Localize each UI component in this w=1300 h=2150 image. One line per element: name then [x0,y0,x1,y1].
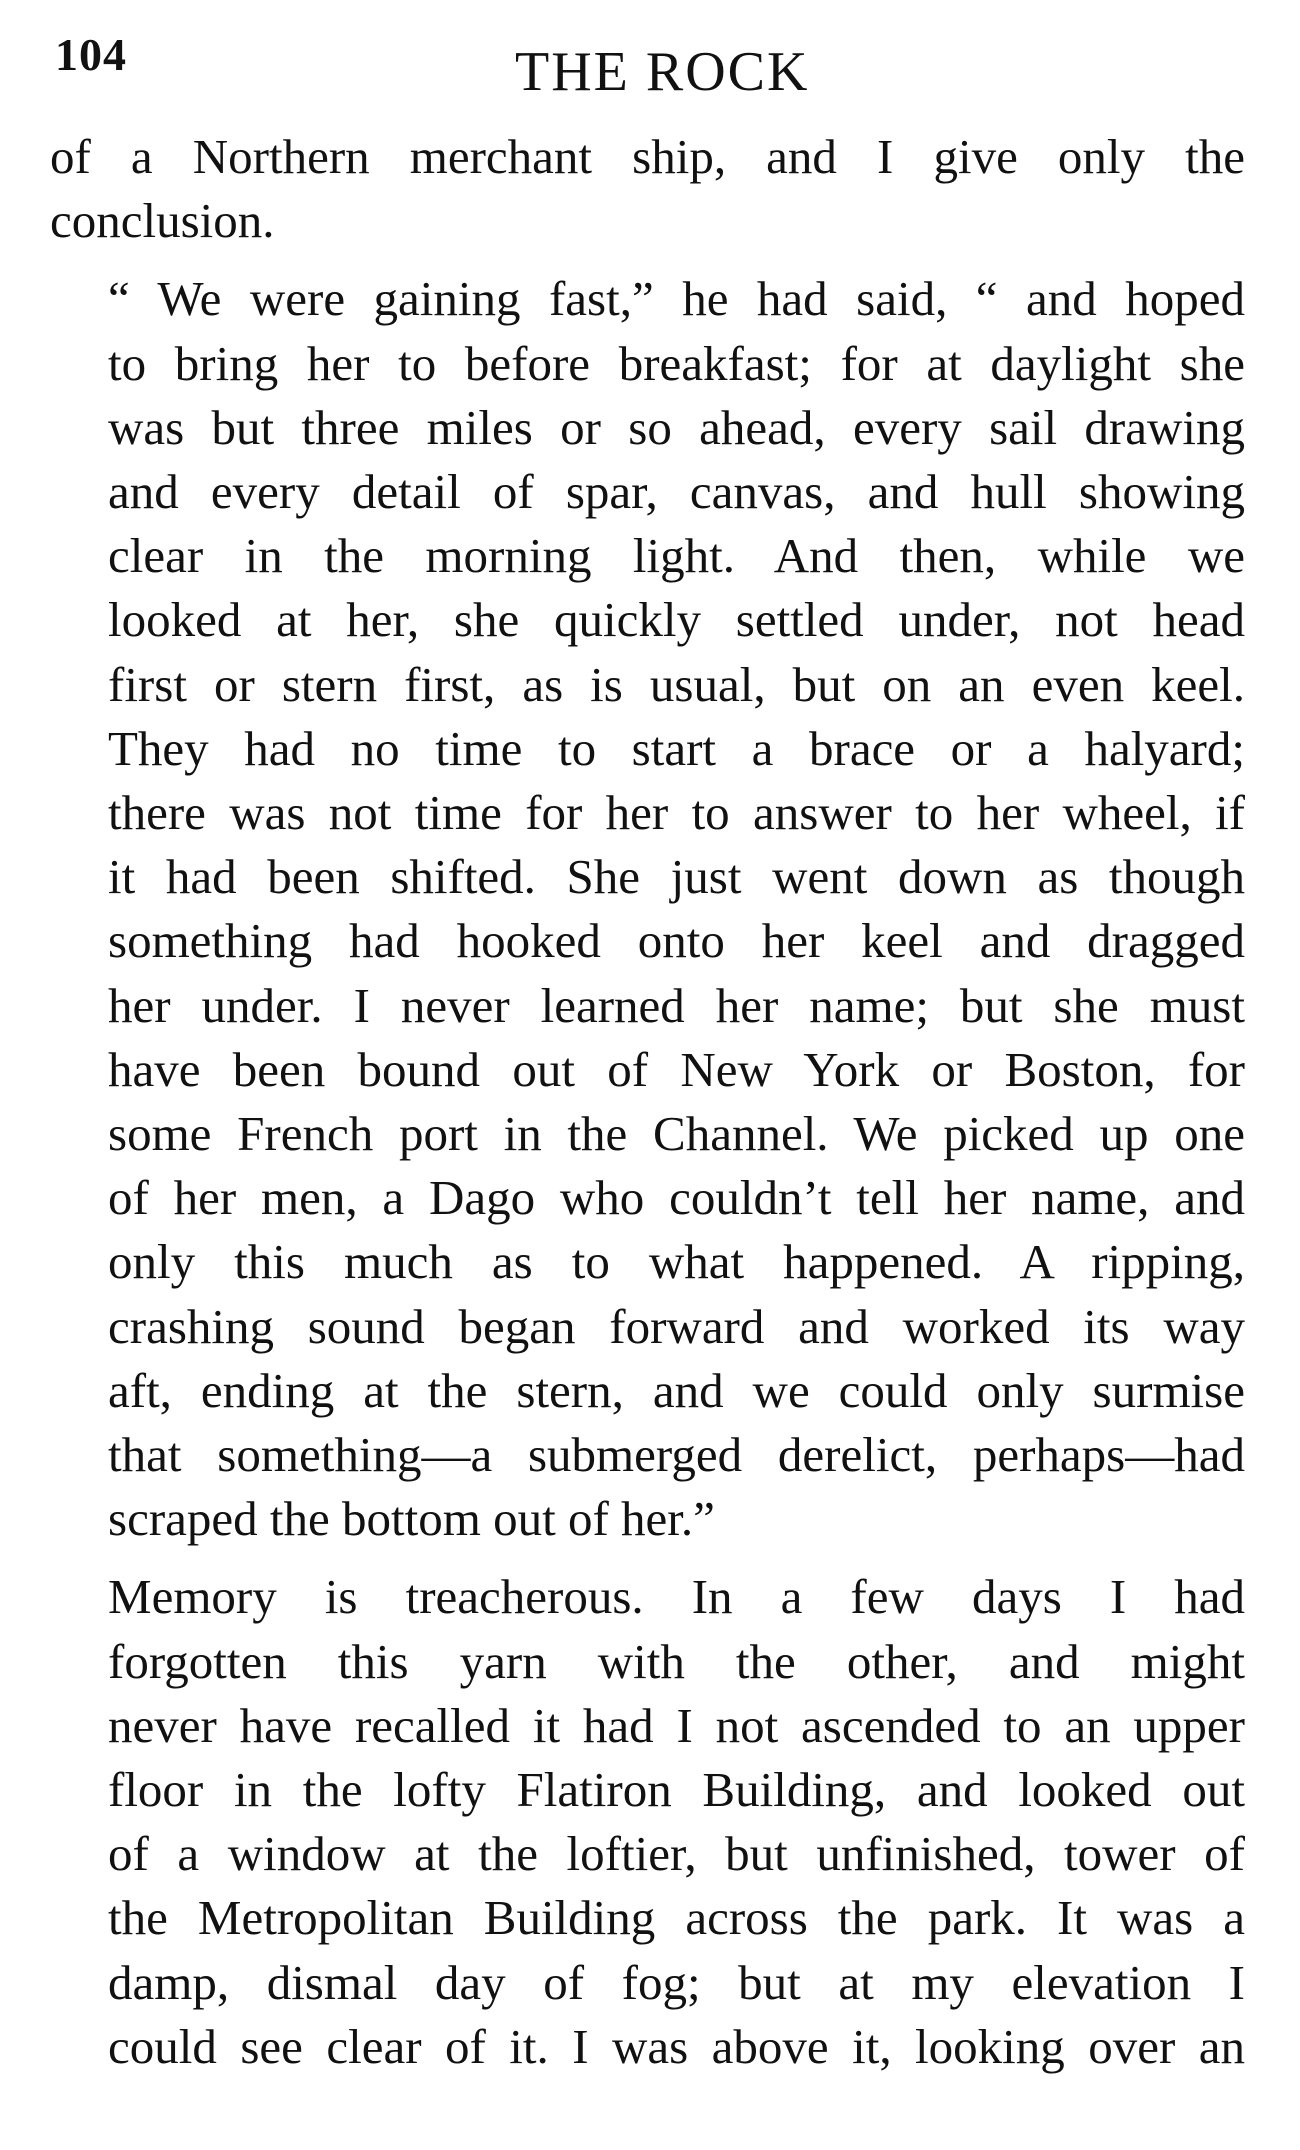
running-head: THE ROCK [515,41,810,103]
page-header [55,28,1245,108]
text-line: forgotten this yarn with the other, and might [108,1633,1245,1689]
text-line: aft, ending at the stern, and we could only surmise [108,1362,1245,1418]
page-number: 104 [55,29,127,80]
text-line: They had no time to start a brace or a halyard; [108,720,1245,776]
text-line: of her men, a Dago who couldn’t tell her name, and [108,1170,1245,1226]
paragraph-continuation [50,125,1245,253]
text-line: “ We were gaining fast,” he had said, “ and hoped [108,271,1245,327]
text-line: scraped the bottom out of her.” [108,1491,715,1547]
body-text [50,125,1245,2079]
text-line: something had hooked onto her keel and dragged [108,913,1245,969]
text-line: looked at her, she quickly settled under, not head [108,592,1245,648]
text-line: to bring her to before breakfast; for at daylight she [108,335,1245,391]
text-line: and every detail of spar, canvas, and hull showing [108,464,1245,520]
paragraph-memory [50,1565,1245,2079]
text-line: there was not time for her to answer to her wheel, if [108,785,1245,841]
text-line: her under. I never learned her name; but she must [108,977,1245,1033]
text-line: Memory is treacherous. In a few days I had [108,1569,1245,1625]
text-line: first or stern first, as is usual, but on an even keel. [108,656,1245,712]
text-line: the Metropolitan Building across the park. It was a [108,1890,1245,1946]
text-line: of a Northern merchant ship, and I give only the [50,129,1245,184]
text-line: was but three miles or so ahead, every sail drawing [108,399,1245,455]
text-line: of a window at the loftier, but unfinished, tower of [108,1826,1245,1882]
text-line: that something—a submerged derelict, perhaps—had [108,1427,1245,1483]
text-line: crashing sound began forward and worked its way [108,1298,1245,1354]
text-line: only this much as to what happened. A ripping, [108,1234,1245,1290]
text-line: clear in the morning light. And then, while we [108,528,1245,584]
text-line: never have recalled it had I not ascended to an upper [108,1697,1245,1753]
text-line: conclusion. [50,193,275,249]
text-line: could see clear of it. I was above it, looking over an [108,2018,1245,2074]
text-line: it had been shifted. She just went down as though [108,849,1245,905]
text-line: damp, dismal day of fog; but at my elevation I [108,1954,1245,2010]
text-line: have been bound out of New York or Boston, for [108,1041,1245,1097]
paragraph-quote [50,267,1245,1551]
text-line: floor in the lofty Flatiron Building, and looked out [108,1762,1245,1818]
text-line: some French port in the Channel. We picked up one [108,1106,1245,1162]
